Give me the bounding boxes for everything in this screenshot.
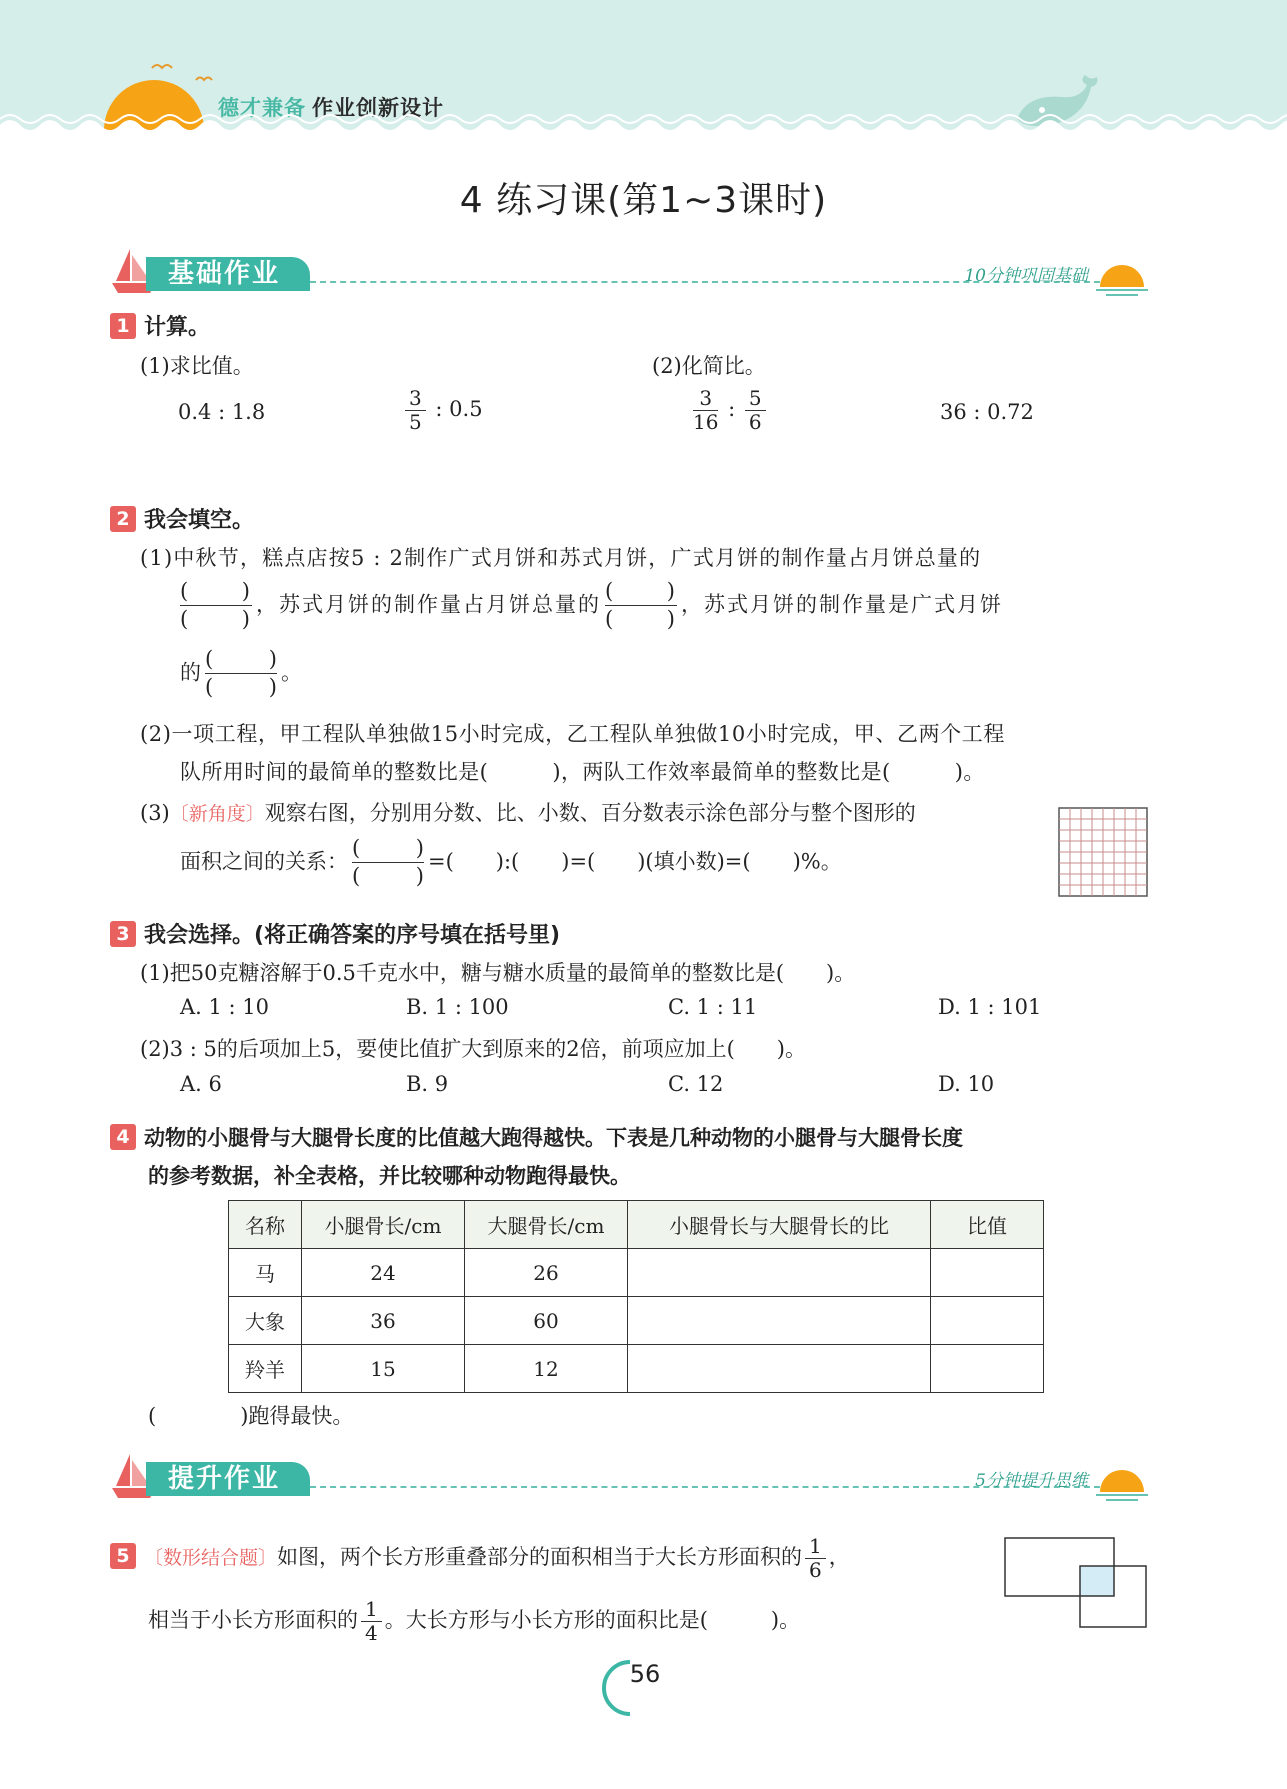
question-heading: 动物的小腿骨与大腿骨长度的比值越大跑得越快。下表是几种动物的小腿骨与大腿骨长度 (144, 1126, 963, 1150)
question-number: 2 (110, 506, 136, 532)
fraction-denominator: 6 (809, 1558, 822, 1582)
column-header: 大腿骨长/cm (465, 1201, 628, 1249)
table-cell: 大象 (229, 1297, 302, 1345)
fraction-denominator: 6 (748, 410, 762, 434)
answer-cell[interactable] (628, 1345, 931, 1393)
q5-text: 如图，两个长方形重叠部分的面积相当于大长方形面积的 (277, 1545, 803, 1569)
column-header: 小腿骨长与大腿骨长的比 (628, 1201, 931, 1249)
q2-text: 观察右图，分别用分数、比、小数、百分数表示涂色部分与整个图形的 (264, 801, 916, 825)
overlapping-rectangles-figure (1004, 1537, 1148, 1629)
table-cell: 羚羊 (229, 1345, 302, 1393)
question-3 (110, 918, 560, 949)
fraction-numerator: 3 (405, 387, 426, 411)
table-row (229, 1249, 1044, 1297)
q3-subquestion-2: (2)3 : 5的后项加上5，要使比值扩大到原来的2倍，前项应加上( )。 (140, 1037, 806, 1061)
answer-cell[interactable] (931, 1249, 1044, 1297)
table-cell: 60 (465, 1297, 628, 1345)
q2-line-3 (180, 646, 302, 702)
question-heading-cont: 的参考数据，补全表格，并比较哪种动物跑得最快。 (148, 1164, 631, 1188)
q2-text: 面积之间的关系： (180, 849, 348, 874)
q1-part1-label: (1)求比值。 (140, 354, 254, 378)
expression-tail: : 0.5 (435, 397, 483, 421)
table-header-row (229, 1201, 1044, 1249)
fraction-numerator: 3 (693, 387, 718, 411)
table-cell: 26 (465, 1249, 628, 1297)
q2-text: 的 (180, 660, 201, 685)
shape-number-tag: 〔数形结合题〕 (144, 1547, 278, 1569)
answer-cell[interactable] (628, 1297, 931, 1345)
blank-fraction[interactable]: ( ) ( ) (605, 579, 677, 632)
q2-line-6 (140, 797, 916, 827)
brand-subtitle: 作业创新设计 (312, 96, 444, 120)
q1-expression-4: 36 : 0.72 (940, 400, 1034, 424)
table-cell: 24 (302, 1249, 465, 1297)
question-heading: 我会选择。(将正确答案的序号填在括号里) (144, 923, 561, 948)
q2-text: ，苏式月饼的制作量占月饼总量的 (256, 592, 601, 617)
q2-line-1: (1)中秋节，糕点店按5 : 2制作广式月饼和苏式月饼，广式月饼的制作量占月饼总量的 (140, 546, 982, 570)
q3-subquestion-1: (1)把50克糖溶解于0.5千克水中，糖与糖水质量的最简单的整数比是( )。 (140, 961, 856, 985)
q3-option-a[interactable]: A. 1 : 10 (180, 995, 270, 1019)
table-row (229, 1345, 1044, 1393)
question-heading: 计算。 (144, 315, 211, 340)
animal-bone-table (228, 1200, 1044, 1393)
ratio-colon: : (728, 397, 736, 421)
q2-part-label: (3) (140, 801, 170, 825)
section-basic-label: 基础作业 (146, 257, 310, 291)
q5-line-2 (148, 1598, 800, 1645)
column-header: 小腿骨长/cm (302, 1201, 465, 1249)
table-row (229, 1297, 1044, 1345)
q5-text: 相当于小长方形面积的 (148, 1608, 358, 1632)
q3-option-b[interactable]: B. 1 : 100 (406, 995, 509, 1019)
question-5 (110, 1535, 850, 1582)
q2-line-4: (2)一项工程，甲工程队单独做15小时完成，乙工程队单独做10小时完成，甲、乙两个工程 (140, 722, 1005, 746)
column-header: 名称 (229, 1201, 302, 1249)
page-title: 4 练习课(第1~3课时) (459, 180, 828, 221)
q3-option-c[interactable]: C. 12 (668, 1072, 724, 1096)
q1-expression-2 (402, 387, 483, 434)
answer-cell[interactable] (931, 1345, 1044, 1393)
q3-option-a[interactable]: A. 6 (180, 1072, 222, 1096)
q3-option-b[interactable]: B. 9 (406, 1072, 449, 1096)
answer-cell[interactable] (931, 1297, 1044, 1345)
small-sun-icon (1094, 1462, 1150, 1502)
page-number: 56 (629, 1660, 661, 1688)
question-number: 1 (110, 313, 136, 339)
question-2 (110, 503, 254, 534)
q1-part2-label: (2)化简比。 (652, 354, 766, 378)
table-cell: 15 (302, 1345, 465, 1393)
blank-fraction[interactable]: ( ) ( ) (352, 836, 424, 889)
question-1 (110, 310, 210, 341)
blank-fraction[interactable]: ( ) ( ) (180, 579, 252, 632)
fraction-denominator: 16 (693, 410, 719, 434)
new-angle-tag: 〔新角度〕 (169, 803, 265, 825)
section-advanced-hint: 5分钟提升思维 (975, 1471, 1088, 1491)
question-heading: 我会填空。 (144, 508, 255, 533)
small-sun-icon (1094, 257, 1150, 297)
fraction-numerator: 1 (361, 1598, 382, 1622)
q2-line-7 (180, 835, 842, 891)
q2-line-5: 队所用时间的最简单的整数比是( )，两队工作效率最简单的整数比是( )。 (180, 760, 985, 784)
brand-name: 德才兼备 (218, 96, 306, 120)
section-advanced-label: 提升作业 (146, 1462, 310, 1496)
table-cell: 12 (465, 1345, 628, 1393)
section-advanced-bar (110, 1452, 1150, 1502)
question-number: 3 (110, 921, 136, 947)
wave-border (0, 105, 1287, 150)
q1-expression-1: 0.4 : 1.8 (178, 400, 266, 424)
q1-expression-3 (690, 387, 769, 434)
question-number: 4 (110, 1124, 136, 1150)
table-cell: 马 (229, 1249, 302, 1297)
question-number: 5 (110, 1543, 136, 1569)
page-header (0, 0, 1287, 150)
q2-text: 。 (281, 660, 302, 685)
q5-text: 。大长方形与小长方形的面积比是( )。 (384, 1608, 801, 1632)
q5-text: ， (828, 1545, 850, 1569)
q2-line-2 (176, 578, 1003, 634)
fraction-numerator: 5 (745, 387, 766, 411)
section-basic-bar (110, 247, 1150, 297)
fraction-denominator: 5 (409, 410, 422, 434)
table-cell: 36 (302, 1297, 465, 1345)
column-header: 比值 (931, 1201, 1044, 1249)
grid-figure (1058, 807, 1148, 897)
q3-option-c[interactable]: C. 1 : 11 (668, 995, 758, 1019)
q2-text: ，苏式月饼的制作量是广式月饼 (681, 592, 1003, 617)
q3-option-d[interactable]: D. 1 : 101 (938, 995, 1042, 1019)
question-4 (110, 1122, 963, 1152)
q4-answer-line[interactable]: ( )跑得最快。 (148, 1404, 354, 1428)
blank-fraction[interactable]: ( ) ( ) (205, 647, 277, 700)
birds-icon (150, 58, 220, 88)
fraction-numerator: 1 (805, 1535, 826, 1559)
section-basic-hint: 10分钟巩固基础 (964, 266, 1088, 286)
answer-cell[interactable] (628, 1249, 931, 1297)
fraction-denominator: 4 (365, 1621, 378, 1645)
q2-text: =( ):( )=( )(填小数)=( )%。 (428, 849, 842, 874)
q3-option-d[interactable]: D. 10 (938, 1072, 995, 1096)
